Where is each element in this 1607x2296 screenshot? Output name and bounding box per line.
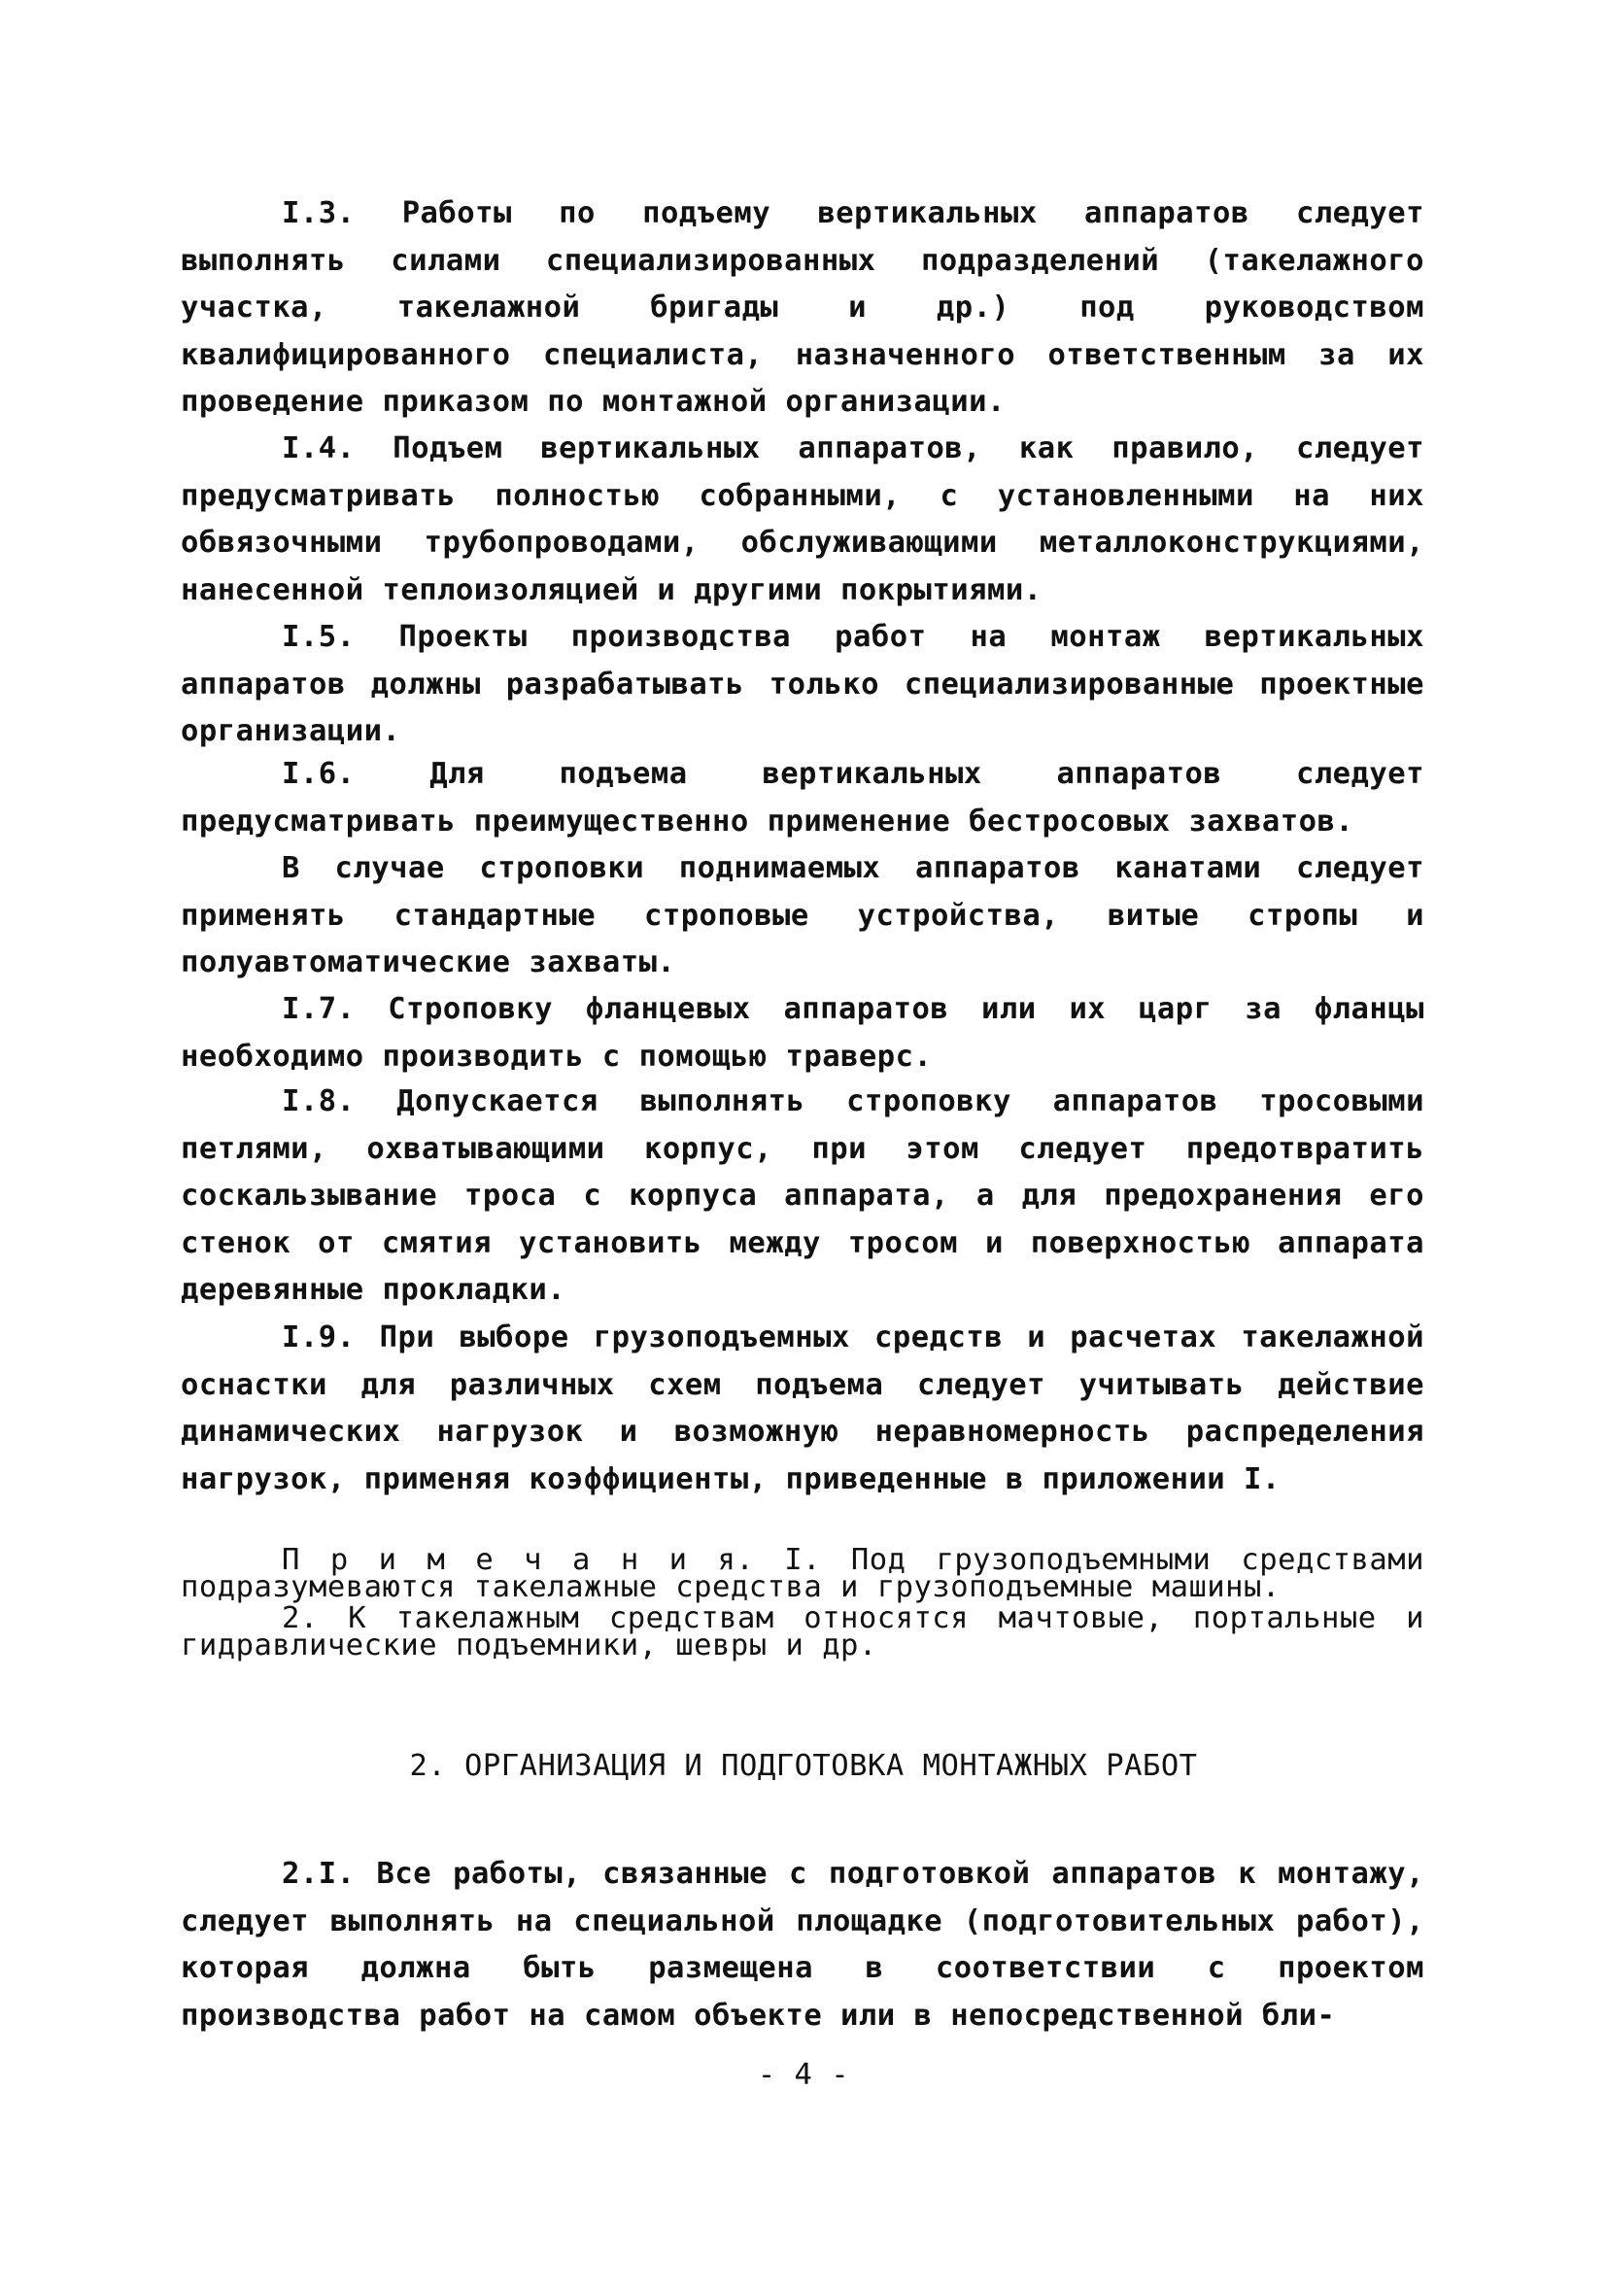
- section-heading: 2. ОРГАНИЗАЦИЯ И ПОДГОТОВКА МОНТАЖНЫХ РАБОТ: [409, 1749, 1198, 1783]
- notes-block-2: [181, 1601, 1424, 1662]
- paragraph-1-6-cont: В случае строповки поднимаемых аппаратов канатами следует применять стандартные строповые устройства, витые стропы и полуавтоматические захваты.: [181, 851, 1424, 979]
- page-number: - 4 -: [757, 2058, 850, 2092]
- paragraph-2-1: 2.I. Все работы, связанные с подготовкой аппаратов к монтажу, следует выполнять на специальной площадке (подготовительных работ), которая должна быть размещена в соответствии с проектом производства работ на самом объекте или в непосредственной бли-: [181, 1857, 1424, 2033]
- notes-block-1: [181, 1543, 1424, 1604]
- note-2: 2. К такелажным средствам относятся мачтовые, портальные и гидравлические подъемники, шевры и др.: [181, 1601, 1424, 1662]
- paragraph-1-8: I.8. Допускается выполнять строповку аппаратов тросовыми петлями, охватывающими корпус, при этом следует предотвратить соскальзывание троса с корпуса аппарата, а для предохранения его стенок от смятия установить между тросом и поверхностью аппарата деревянные прокладки.: [181, 1084, 1424, 1307]
- note-1: I. Под грузоподъемными средствами подразумеваются такелажные средства и грузоподъемные машины.: [181, 1543, 1424, 1604]
- paragraph-1-9: I.9. При выборе грузоподъемных средств и расчетах такелажной оснастки для различных схем подъема следует учитывать действие динамических нагрузок и возможную неравномерность распределения нагрузок, применяя коэффициенты, приведенные в приложении I.: [181, 1320, 1424, 1496]
- paragraph-1-3: I.3. Работы по подъему вертикальных аппаратов следует выполнять силами специализированных подразделений (такелажного участка, такелажной бригады и др.) под руководством квалифицированного специалиста, назначенного ответственным за их проведение приказом по монтажной организации.: [181, 196, 1424, 419]
- paragraph-1-5: I.5. Проекты производства работ на монтаж вертикальных аппаратов должны разрабатывать только специализированные проектные организации.: [181, 620, 1424, 748]
- paragraph-1-7: I.7. Строповку фланцевых аппаратов или их царг за фланцы необходимо производить с помощью траверс.: [181, 992, 1424, 1074]
- paragraph-1-4: I.4. Подъем вертикальных аппаратов, как правило, следует предусматривать полностью собранными, с установленными на них обвязочными трубопроводами, обслуживающими металлоконструкциями, нанесенной теплоизоляцией и другими покрытиями.: [181, 431, 1424, 607]
- notes-label: П р и м е ч а н и я.: [282, 1543, 755, 1577]
- paragraph-1-6: I.6. Для подъема вертикальных аппаратов следует предусматривать преимущественно применение бестросовых захватов.: [181, 757, 1424, 839]
